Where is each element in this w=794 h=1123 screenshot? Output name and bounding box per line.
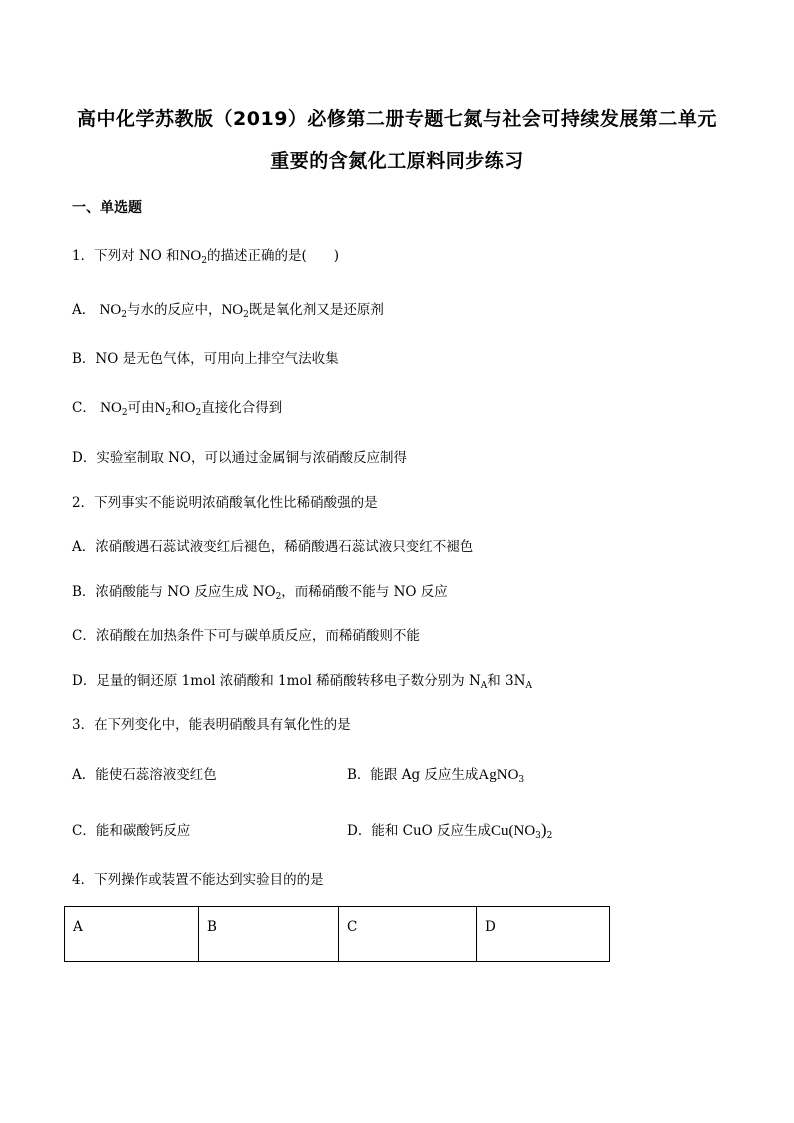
q2-d-sub1: A bbox=[480, 681, 488, 691]
q1-option-b: B．NO 是无色气体，可用向上排空气法收集 bbox=[72, 351, 339, 367]
q2-d-pre: D．足量的铜还原 1mol 浓硝酸和 1mol 稀硝酸转移电子数分别为 N bbox=[72, 673, 481, 689]
q1-c-sub: 2 bbox=[121, 408, 128, 418]
q2-option-b bbox=[72, 580, 448, 600]
document-title-line-2: 重要的含氮化工原料同步练习 bbox=[270, 150, 524, 172]
q1-stem-post: 的描述正确的是( ) bbox=[206, 248, 340, 264]
q3-option-d bbox=[347, 819, 552, 840]
q3-option-c: C．能和碳酸钙反应 bbox=[72, 823, 191, 839]
q3-stem: 3．在下列变化中，能表明硝酸具有氧化性的是 bbox=[72, 717, 351, 733]
q3-d-sub2: 2 bbox=[546, 831, 553, 841]
q3-d-chem-a: Cu(NO bbox=[491, 823, 536, 839]
q3-option-b bbox=[347, 763, 524, 784]
q3-option-a: A．能使石蕊溶液变红色 bbox=[72, 767, 217, 783]
q1-stem-chem: NO bbox=[179, 248, 202, 264]
q2-d-mid: 和 3N bbox=[487, 673, 526, 689]
q1-a-chem1: NO bbox=[99, 302, 122, 318]
q1-c-o: O bbox=[184, 400, 196, 416]
q1-stem bbox=[72, 244, 339, 265]
q2-b-post: ，而稀硝酸不能与 NO 反应 bbox=[281, 584, 448, 600]
q1-c-mid2: 和 bbox=[171, 400, 185, 416]
table-row bbox=[65, 907, 610, 962]
q1-a-chem2: NO bbox=[221, 302, 244, 318]
table-cell-c: C bbox=[339, 907, 477, 962]
q3-d-chem-b: ) bbox=[540, 820, 547, 839]
q2-b-sub: 2 bbox=[275, 592, 282, 602]
q3-d-pre: D．能和 CuO 反应生成 bbox=[347, 823, 491, 839]
q1-option-d: D．实验室制取 NO，可以通过金属铜与浓硝酸反应制得 bbox=[72, 450, 407, 466]
q4-stem: 4．下列操作或装置不能达到实验目的的是 bbox=[72, 872, 324, 888]
q2-b-pre: B．浓硝酸能与 NO 反应生成 NO bbox=[72, 584, 276, 600]
q1-a-mid: 与水的反应中， bbox=[126, 302, 222, 318]
q1-c-osub: 2 bbox=[195, 408, 202, 418]
q1-c-n: N bbox=[154, 400, 166, 416]
q2-option-c: C．浓硝酸在加热条件下可与碳单质反应，而稀硝酸则不能 bbox=[72, 628, 420, 644]
q1-stem-sub: 2 bbox=[201, 256, 207, 266]
q1-a-label: A． bbox=[72, 302, 96, 318]
q1-option-a bbox=[72, 298, 384, 319]
q1-a-sub2: 2 bbox=[243, 310, 249, 320]
q1-option-c bbox=[72, 396, 282, 417]
q1-stem-pre: 1．下列对 NO 和 bbox=[72, 248, 180, 264]
q3-b-chem: AgNO bbox=[478, 767, 519, 783]
q1-c-post: 直接化合得到 bbox=[201, 400, 283, 416]
table-cell-a: A bbox=[65, 907, 199, 962]
q3-b-pre: B．能跟 Ag 反应生成 bbox=[347, 767, 479, 783]
q2-d-sub2: A bbox=[525, 681, 532, 691]
q1-c-label: C． bbox=[72, 400, 96, 416]
q1-a-sub1: 2 bbox=[121, 310, 127, 320]
q4-options-table bbox=[64, 906, 610, 962]
q1-c-mid1: 可由 bbox=[127, 400, 155, 416]
q3-d-sub1: 3 bbox=[535, 831, 541, 841]
q2-option-d bbox=[72, 669, 532, 689]
q1-c-nsub: 2 bbox=[165, 408, 172, 418]
q1-c-chem: NO bbox=[100, 400, 122, 416]
q2-option-a: A．浓硝酸遇石蕊试液变红后褪色，稀硝酸遇石蕊试液只变红不褪色 bbox=[72, 539, 474, 555]
table-cell-b: B bbox=[199, 907, 339, 962]
q2-stem: 2．下列事实不能说明浓硝酸氧化性比稀硝酸强的是 bbox=[72, 495, 378, 511]
table-cell-d: D bbox=[477, 907, 610, 962]
section-heading: 一、单选题 bbox=[72, 200, 142, 216]
q3-b-sub: 3 bbox=[518, 775, 525, 785]
q1-a-post: 既是氧化剂又是还原剂 bbox=[248, 302, 384, 318]
document-title-line-1: 高中化学苏教版（2019）必修第二册专题七氮与社会可持续发展第二单元 bbox=[77, 108, 717, 130]
